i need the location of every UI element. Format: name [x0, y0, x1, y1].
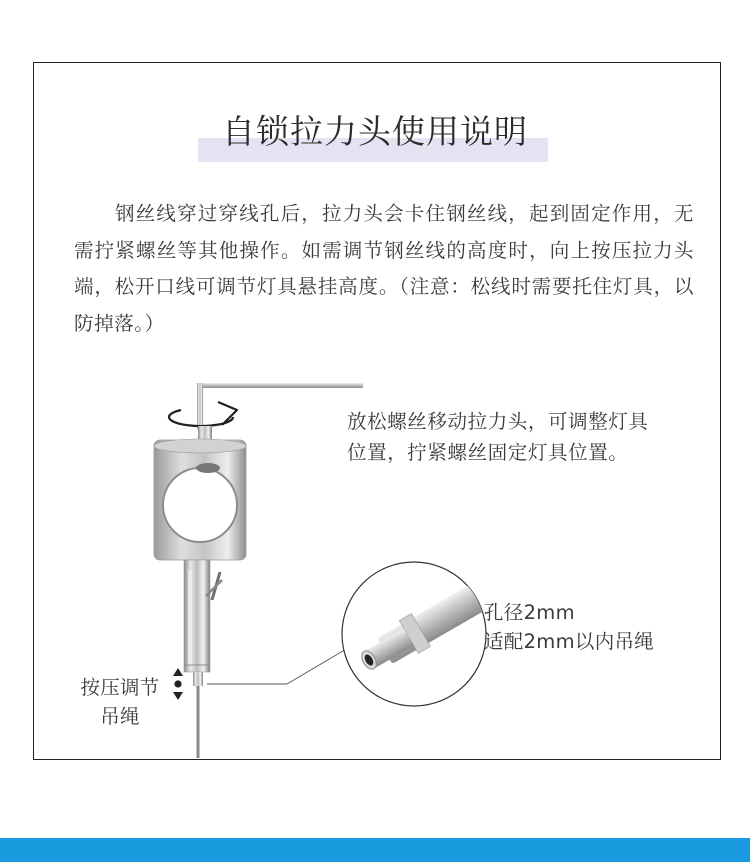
press-leader-diag — [287, 648, 348, 684]
page-title: 自锁拉力头使用说明 — [222, 112, 528, 151]
usage-description: 钢丝线穿过穿线孔后，拉力头会卡住钢丝线，起到固定作用，无需拧紧螺丝等其他操作。如需调节钢丝线的高度时，向上按压拉力头端，松开口线可调节灯具悬挂高度。（注意：松线时需要托住灯具，以防掉落。） — [74, 202, 694, 335]
tension-head-block — [154, 439, 246, 560]
screw-callout-line1: 放松螺丝移动拉力头，可调整灯具 — [347, 410, 649, 433]
screw-callout-line2: 位置，拧紧螺丝固定灯具位置。 — [347, 441, 629, 464]
hole-size-callout — [484, 598, 704, 656]
hole-callout-line2: 适配2mm以内吊绳 — [484, 630, 655, 653]
press-adjust-callout — [75, 673, 165, 731]
bottom-color-band — [0, 838, 750, 862]
detail-lens — [342, 562, 498, 706]
press-callout-line2: 吊绳 — [100, 705, 140, 728]
set-screw — [198, 426, 212, 440]
shaft — [184, 560, 222, 686]
press-callout-line1: 按压调节 — [80, 676, 160, 699]
press-arrow-icon — [173, 668, 183, 700]
hole-callout-line1: 孔径2mm — [484, 601, 575, 624]
rotate-arrow-icon — [169, 402, 237, 426]
screw-adjust-callout — [347, 406, 697, 468]
hex-key-icon — [197, 383, 363, 429]
